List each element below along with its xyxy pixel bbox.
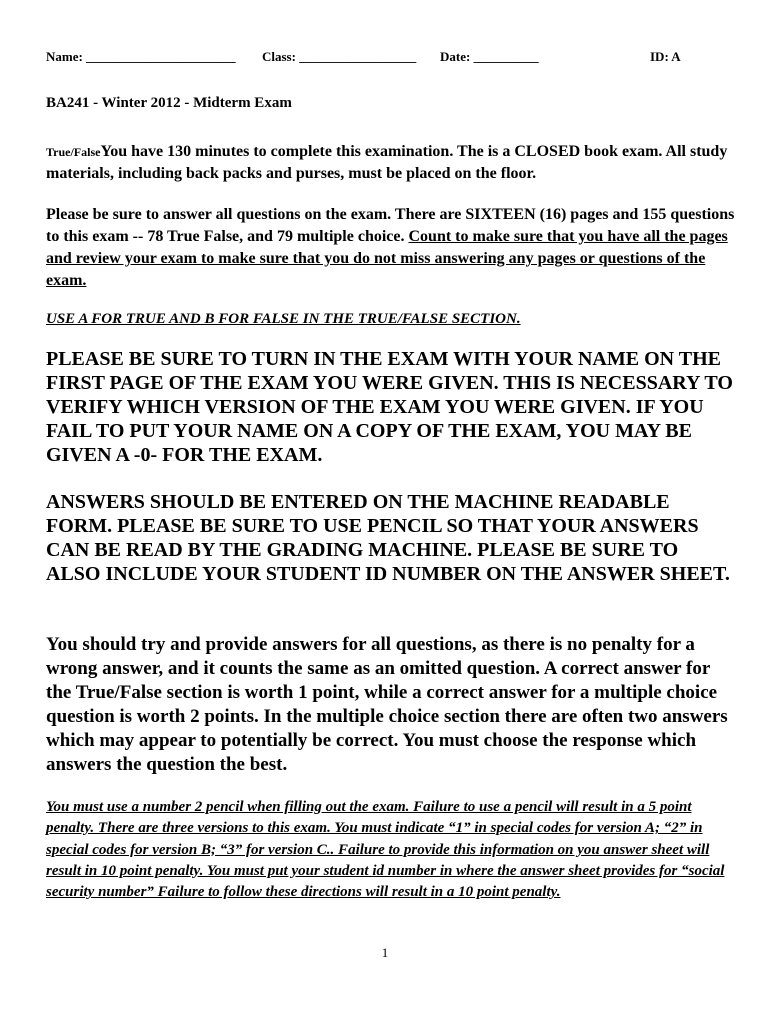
true-false-label: True/False: [46, 145, 101, 159]
page-number: 1: [381, 945, 389, 960]
exam-id: ID: A: [650, 49, 681, 64]
turn-in-paragraph: PLEASE BE SURE TO TURN IN THE EXAM WITH YOUR NAME ON THE FIRST PAGE OF THE EXAM YOU WERE GIVEN. THIS IS NECESSARY TO VERIFY WHICH VERSION OF THE EXAM YOU WERE GIVEN. IF YOU FAIL TO PUT YOUR NAME ON A COPY OF THE EXAM, YOU MAY BE GIVEN A -0- FOR THE EXAM.: [46, 348, 733, 466]
name-field: Name: _______________________: [46, 49, 236, 64]
scoring-paragraph: You should try and provide answers for all questions, as there is no penalty for a wrong answer, and it counts the same as an omitted question. A correct answer for the True/False section is worth 1 point, while a correct answer for a multiple choice question is worth 2 points. In the multiple choice section there are often two answers which may appear to potentially be correct. You must choose the response which answers the question the best.: [46, 634, 728, 775]
count-paragraph: [46, 204, 736, 292]
count-text: Please be sure to answer all questions on the exam. There are SIXTEEN (16) pages and 155 questions to this exam -- 78 True False, and 79 multiple choice.: [46, 206, 735, 245]
intro-paragraph: [46, 141, 736, 185]
header-line: [46, 49, 706, 65]
intro-text: You have 130 minutes to complete this examination. The is a CLOSED book exam. All study materials, including back packs and purses, must be placed on the floor.: [46, 143, 728, 182]
answers-paragraph: ANSWERS SHOULD BE ENTERED ON THE MACHINE READABLE FORM. PLEASE BE SURE TO USE PENCIL SO THAT YOUR ANSWERS CAN BE READ BY THE GRADING MACHINE. PLEASE BE SURE TO ALSO INCLUDE YOUR STUDENT ID NUMBER ON THE ANSWER SHEET.: [46, 491, 730, 585]
class-field: Class: __________________: [262, 49, 417, 64]
true-false-instruction: USE A FOR TRUE AND B FOR FALSE IN THE TRUE/FALSE SECTION.: [46, 311, 521, 327]
date-field: Date: __________: [440, 49, 539, 64]
exam-title: BA241 - Winter 2012 - Midterm Exam: [46, 95, 292, 111]
count-underlined-text: Count to make sure that you have all the pages and review your exam to make sure that you do not miss answering any pages or questions of the exam.: [46, 228, 728, 289]
pencil-instructions: You must use a number 2 pencil when filling out the exam. Failure to use a pencil will result in a 5 point penalty. There are three versions to this exam. You must indicate “1” in special codes for version A; “2” in special codes for version B; “3” for version C.. Failure to provide this information on you answer sheet will result in 10 point penalty. You must put your student id number in where the answer sheet provides for “social security number” Failure to follow these directions will result in a 10 point penalty.: [46, 799, 725, 901]
